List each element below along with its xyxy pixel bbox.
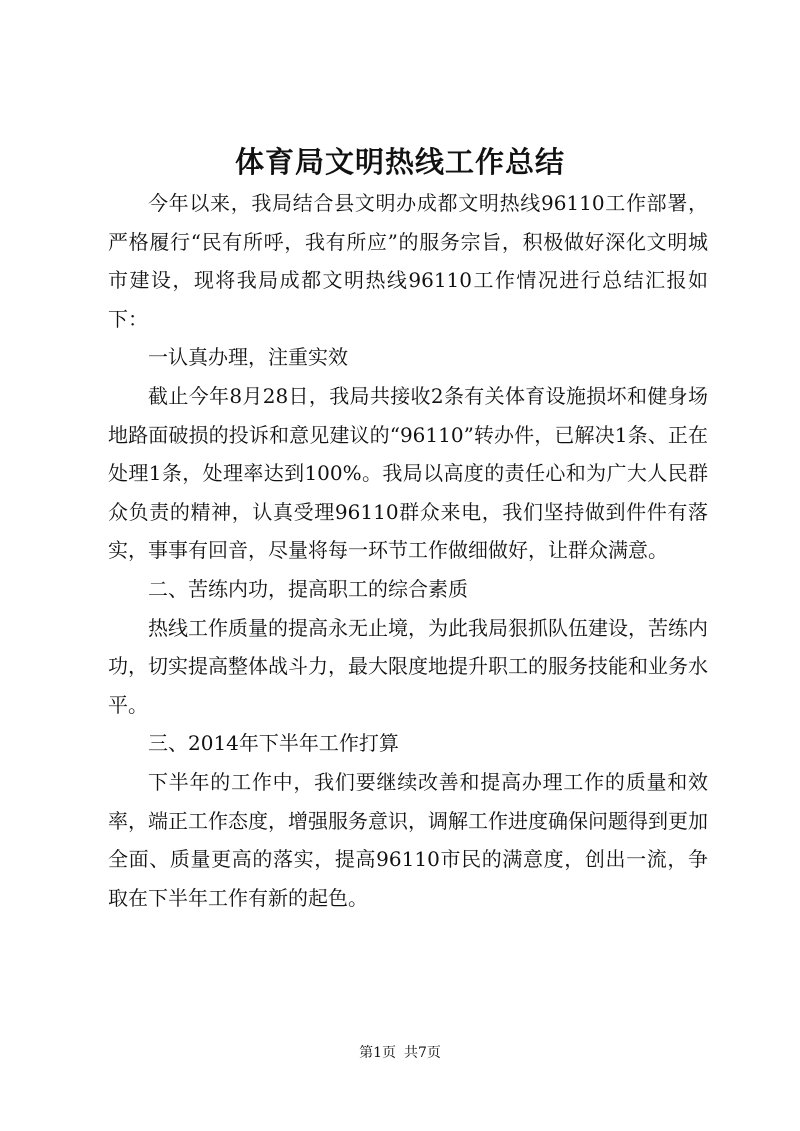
paragraph-intro: 今年以来，我局结合县文明办成都文明热线96110工作部署，严格履行“民有所呼，我有所应”的服务宗旨，积极做好深化文明城市建设，现将我局成都文明热线96110工作情况进行总结汇报如下： [108,191,708,331]
paragraph-section-2: 热线工作质量的提高永无止境，为此我局狠抓队伍建设，苦练内功，切实提高整体战斗力，最大限度地提升职工的服务技能和业务水平。 [108,615,708,717]
page-number: 第1页 [359,1045,396,1061]
document-body [108,184,708,917]
paragraph-section-3: 下半年的工作中，我们要继续改善和提高办理工作的质量和效率，端正工作态度，增强服务意识，调解工作进度确保问题得到更加全面、质量更高的落实，提高96110市民的满意度，创出一流，争取在下半年工作有新的起色。 [108,769,708,910]
page-total: 共7页 [404,1045,441,1061]
section-heading-2: 二、苦练内功，提高职工的综合素质 [148,576,468,601]
document-title: 体育局文明热线工作总结 [234,145,565,179]
page-footer [0,1043,800,1063]
section-heading-3: 三、2014年下半年工作打算 [148,731,399,756]
paragraph-section-1: 截止今年8月28日，我局共接收2条有关体育设施损坏和健身场地路面破损的投诉和意见建议的“96110”转办件，已解决1条、正在处理1条，处理率达到100%。我局以高度的责任心和为广大人民群众负责的精神，认真受理96110群众来电，我们坚持做到件件有落实，事事有回音，尽量将每一环节工作做细做好，让群众满意。 [108,383,708,563]
section-heading-1: 一认真办理，注重实效 [148,345,348,370]
